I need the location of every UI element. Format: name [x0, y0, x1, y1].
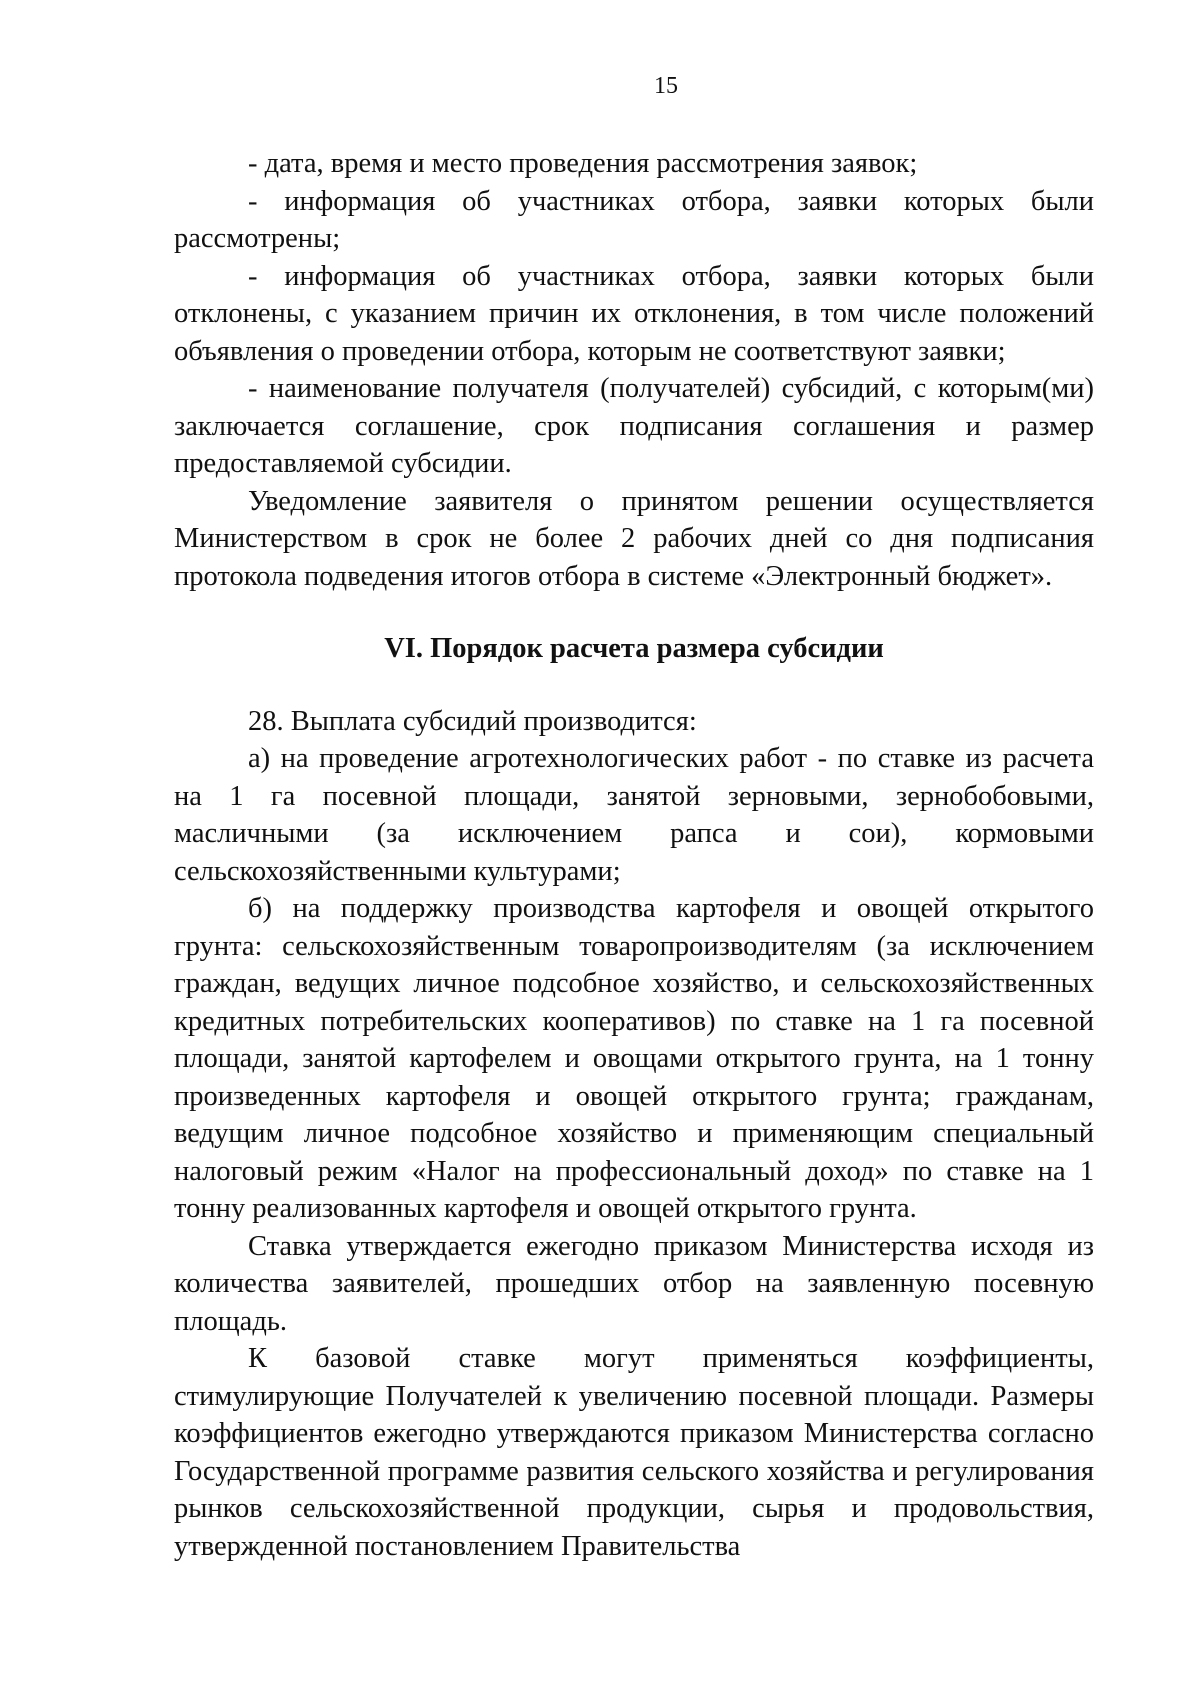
list-item-date-time-place: - дата, время и место проведения рассмотрения заявок; — [248, 148, 918, 179]
document-body — [174, 145, 1094, 1565]
paragraph-subitem-b: б) на поддержку производства картофеля и овощей открытого грунта: сельскохозяйственным товаропроизводителям (за исключением граждан, ведущих личное подсобное хозяйство, и сельскохозяйственных кредитных потребительских кооперативов) по ставке на 1 га посевной площади, занятой картофелем и овощами открытого грунта, на 1 тонну произведенных картофеля и овощей открытого грунта; гражданам, ведущим личное подсобное хозяйство и применяющим специальный налоговый режим «Налог на профессиональный доход» по ставке на 1 тонну реализованных картофеля и овощей открытого грунта. — [174, 893, 1094, 1224]
paragraph-subitem-a: а) на проведение агротехнологических работ - по ставке из расчета на 1 га посевной площади, занятой зерновыми, зернобобовыми, масличными (за исключением рапса и сои), кормовыми сельскохозяйственными культурами; — [174, 743, 1094, 887]
list-item-recipient-name: - наименование получателя (получателей) субсидий, с которым(ми) заключается соглашение, срок подписания соглашения и размер предоставляемой субсидии. — [174, 373, 1094, 479]
list-item-rejected-participants: - информация об участниках отбора, заявки которых были отклонены, с указанием причин их отклонения, в том числе положений объявления о проведении отбора, которым не соответствуют заявки; — [174, 260, 1094, 367]
paragraph-notification: Уведомление заявителя о принятом решении осуществляется Министерством в срок не более 2 рабочих дней со дня подписания протокола подведения итогов отбора в системе «Электронный бюджет». — [174, 485, 1094, 592]
section-heading: VI. Порядок расчета размера субсидии — [384, 633, 884, 664]
page-number: 15 — [654, 73, 678, 99]
paragraph-item-28: 28. Выплата субсидий производится: — [248, 705, 697, 737]
list-item-considered-participants: - информация об участниках отбора, заявки которых были рассмотрены; — [174, 185, 1094, 254]
paragraph-rate: Ставка утверждается ежегодно приказом Министерства исходя из количества заявителей, прошедших отбор на заявленную посевную площадь. — [174, 1230, 1094, 1337]
paragraph-coefficients: К базовой ставке могут применяться коэффициенты, стимулирующие Получателей к увеличению посевной площади. Размеры коэффициентов ежегодно утверждаются приказом Министерства согласно Государственной программе развития сельского хозяйства и регулирования рынков сельскохозяйственной продукции, сырья и продовольствия, утвержденной постановлением Правительства — [174, 1343, 1094, 1562]
